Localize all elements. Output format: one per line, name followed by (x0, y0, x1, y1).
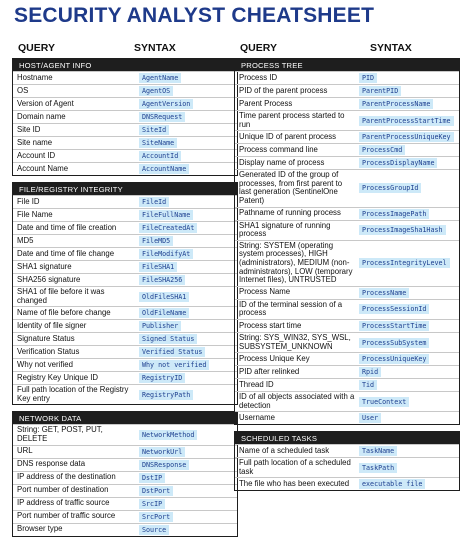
table-row (13, 358, 237, 371)
query-cell: Parent Process (239, 98, 293, 108)
syntax-cell (139, 485, 173, 497)
section-title: SCHEDULED TASKS (235, 432, 459, 444)
query-header: QUERY (18, 42, 55, 54)
syntax-keyword: ProcessGroupId (359, 183, 421, 193)
query-cell: Thread ID (239, 379, 274, 389)
table-row (13, 260, 237, 273)
syntax-keyword: FileModifyAt (139, 249, 193, 259)
syntax-keyword: AccountId (139, 151, 181, 161)
syntax-cell (359, 412, 381, 424)
query-cell: Version of Agent (17, 98, 74, 108)
table-row (13, 306, 237, 319)
query-cell: Generated ID of the group of processes, from first parent to last generation (SentinelOne Patent) (239, 170, 343, 205)
syntax-keyword: SrcPort (139, 512, 173, 522)
table-row (235, 110, 459, 130)
syntax-cell (359, 337, 429, 349)
syntax-cell (139, 446, 185, 458)
syntax-cell (139, 248, 193, 260)
table-row (13, 110, 237, 123)
section-title: PROCESS TREE (235, 59, 459, 71)
syntax-keyword: ProcessImageSha1Hash (359, 225, 446, 235)
syntax-keyword: FileSHA1 (139, 262, 177, 272)
table-row (235, 156, 459, 169)
syntax-header: SYNTAX (370, 42, 412, 54)
query-cell: Username (239, 412, 275, 422)
query-cell: Pathname of running process (239, 208, 341, 218)
table-row (235, 169, 459, 206)
table-row (235, 457, 459, 477)
syntax-cell (139, 472, 165, 484)
syntax-keyword: Source (139, 525, 169, 535)
syntax-cell (139, 372, 185, 384)
syntax-keyword: TaskName (359, 446, 397, 456)
table-row (235, 207, 459, 220)
syntax-cell (139, 196, 169, 208)
query-cell: Process Name (239, 287, 291, 297)
syntax-cell (139, 346, 205, 358)
table-row (13, 471, 237, 484)
syntax-cell (139, 333, 197, 345)
table-row (13, 424, 237, 444)
syntax-cell (139, 111, 185, 123)
query-cell: Account Name (17, 163, 69, 173)
query-cell: Process command line (239, 144, 318, 154)
query-cell: Port number of destination (17, 485, 109, 495)
query-cell: Display name of process (239, 157, 325, 167)
syntax-cell (359, 320, 429, 332)
query-cell: IP address of traffic source (17, 498, 110, 508)
query-cell: ID of the terminal session of a process (239, 299, 343, 318)
query-cell: SHA1 signature (17, 261, 72, 271)
query-cell: Name of a scheduled task (239, 445, 330, 455)
syntax-keyword: ProcessCmd (359, 145, 405, 155)
page-title: SECURITY ANALYST CHEATSHEET (14, 4, 375, 27)
syntax-keyword: FileMD5 (139, 236, 173, 246)
syntax-cell (139, 274, 185, 286)
column-header (12, 40, 238, 56)
syntax-cell (359, 445, 397, 457)
query-cell: Date and time of file creation (17, 222, 117, 232)
section-host-agent-info (12, 58, 238, 176)
syntax-keyword: ProcessIntegrityLevel (359, 258, 450, 268)
syntax-keyword: Verified Status (139, 347, 205, 357)
syntax-cell (139, 524, 169, 536)
query-cell: Process ID (239, 72, 278, 82)
query-cell: Process start time (239, 320, 302, 330)
syntax-keyword: DNSResponse (139, 460, 189, 470)
table-row (13, 84, 237, 97)
query-cell: Site name (17, 137, 53, 147)
table-row (13, 345, 237, 358)
table-row (235, 97, 459, 110)
syntax-cell (359, 157, 437, 169)
syntax-keyword: DstIP (139, 473, 165, 483)
table-row (13, 123, 237, 136)
column-header (234, 40, 460, 56)
query-cell: File ID (17, 196, 40, 206)
syntax-cell (139, 511, 173, 523)
query-cell: PID after relinked (239, 366, 300, 376)
syntax-keyword: Rpid (359, 367, 381, 377)
syntax-cell (359, 478, 425, 490)
table-row (13, 149, 237, 162)
query-cell: Full path location of the Registry Key entry (17, 385, 129, 403)
table-row (13, 510, 237, 523)
syntax-cell (139, 320, 181, 332)
query-cell: DNS response data (17, 459, 86, 469)
query-cell: The file who has been executed (239, 479, 350, 489)
query-cell: Name of file before change (17, 307, 111, 317)
syntax-keyword: ProcessDisplayName (359, 158, 437, 168)
syntax-keyword: SrcIP (139, 499, 165, 509)
query-cell: SHA1 signature of running process (239, 220, 331, 239)
left-column (12, 40, 238, 543)
query-cell: Port number of traffic source (17, 511, 116, 521)
query-cell: String: SYSTEM (operating system processes), HIGH (administrators), MEDIUM (non-administrators), LOW (temporary Internet files), UNTRUSTED (239, 240, 353, 285)
table-row (13, 97, 237, 110)
table-row (13, 523, 237, 536)
syntax-keyword: Tid (359, 380, 377, 390)
syntax-cell (139, 222, 197, 234)
query-cell: Time parent process started to run (239, 111, 345, 129)
syntax-keyword: AgentName (139, 73, 181, 83)
syntax-keyword: FileFullName (139, 210, 193, 220)
section-network-data (12, 411, 238, 536)
syntax-cell (139, 209, 193, 221)
right-column (234, 40, 460, 497)
table-row (235, 319, 459, 332)
table-row (13, 384, 237, 404)
section-title: FILE/REGISTRY INTEGRITY (13, 183, 237, 195)
syntax-keyword: NetworkUrl (139, 447, 185, 457)
table-row (13, 162, 237, 175)
syntax-keyword: OldFileName (139, 308, 189, 318)
table-row (235, 286, 459, 299)
table-row (235, 444, 459, 457)
query-cell: Full path location of a scheduled task (239, 458, 351, 476)
table-row (235, 365, 459, 378)
table-row (13, 136, 237, 149)
query-cell: String: GET, POST, PUT, DELETE (17, 425, 103, 443)
query-cell: Unique ID of parent process (239, 131, 337, 141)
query-cell: PID of the parent process (239, 85, 328, 95)
syntax-cell (139, 429, 197, 441)
syntax-keyword: AgentVersion (139, 99, 193, 109)
syntax-keyword: executable file (359, 479, 425, 489)
syntax-cell (139, 124, 169, 136)
table-row (13, 247, 237, 260)
query-cell: Registry Key Unique ID (17, 372, 99, 382)
syntax-keyword: ParentProcessUniqueKey (359, 132, 454, 142)
syntax-keyword: Publisher (139, 321, 181, 331)
syntax-keyword: OldFileSHA1 (139, 292, 189, 302)
syntax-keyword: DNSRequest (139, 112, 185, 122)
query-header: QUERY (240, 42, 277, 54)
syntax-cell (139, 261, 177, 273)
query-cell: Date and time of file change (17, 248, 115, 258)
syntax-cell (139, 163, 189, 175)
table-row (235, 240, 459, 286)
syntax-keyword: ParentProcessStartTime (359, 116, 454, 126)
table-row (13, 208, 237, 221)
table-row (13, 319, 237, 332)
syntax-cell (359, 182, 421, 194)
table-row (13, 332, 237, 345)
table-row (235, 411, 459, 424)
syntax-keyword: Signed Status (139, 334, 197, 344)
table-row (235, 299, 459, 319)
syntax-cell (359, 257, 450, 269)
syntax-keyword: ParentProcessName (359, 99, 433, 109)
syntax-keyword: RegistryPath (139, 390, 193, 400)
syntax-cell (359, 353, 429, 365)
syntax-keyword: SiteName (139, 138, 177, 148)
query-cell: Process Unique Key (239, 353, 310, 363)
syntax-cell (139, 307, 189, 319)
table-row (13, 445, 237, 458)
syntax-cell (359, 85, 401, 97)
table-row (13, 458, 237, 471)
syntax-keyword: SiteId (139, 125, 169, 135)
section-title: HOST/AGENT INFO (13, 59, 237, 71)
table-row (235, 477, 459, 490)
syntax-cell (359, 462, 397, 474)
syntax-keyword: AccountName (139, 164, 189, 174)
query-cell: Hostname (17, 72, 53, 82)
syntax-cell (139, 150, 181, 162)
syntax-keyword: TrueContext (359, 397, 409, 407)
syntax-cell (359, 72, 377, 84)
syntax-cell (359, 224, 446, 236)
syntax-cell (139, 459, 189, 471)
table-row (235, 220, 459, 240)
table-row (235, 130, 459, 143)
query-cell: Domain name (17, 111, 66, 121)
table-row (13, 221, 237, 234)
query-cell: OS (17, 85, 29, 95)
table-row (13, 371, 237, 384)
syntax-keyword: ProcessUniqueKey (359, 354, 429, 364)
query-cell: MD5 (17, 235, 34, 245)
table-row (13, 484, 237, 497)
table-row (235, 378, 459, 391)
query-cell: SHA256 signature (17, 274, 81, 284)
syntax-cell (359, 115, 454, 127)
table-row (13, 71, 237, 84)
section-title: NETWORK DATA (13, 412, 237, 424)
syntax-keyword: User (359, 413, 381, 423)
query-cell: Site ID (17, 124, 41, 134)
section-scheduled-tasks (234, 431, 460, 491)
syntax-cell (139, 137, 177, 149)
syntax-cell (359, 208, 429, 220)
syntax-cell (139, 389, 193, 401)
table-row (13, 195, 237, 208)
syntax-keyword: Why not verified (139, 360, 209, 370)
query-cell: SHA1 of file before it was changed (17, 287, 105, 305)
syntax-keyword: FileId (139, 197, 169, 207)
table-row (235, 143, 459, 156)
query-cell: Browser type (17, 524, 63, 534)
syntax-cell (139, 359, 209, 371)
syntax-keyword: FileSHA256 (139, 275, 185, 285)
syntax-keyword: FileCreatedAt (139, 223, 197, 233)
query-cell: Verification Status (17, 346, 80, 356)
syntax-cell (139, 291, 189, 303)
syntax-cell (139, 85, 173, 97)
syntax-cell (359, 131, 454, 143)
syntax-cell (359, 396, 409, 408)
table-row (235, 352, 459, 365)
query-cell: String: SYS_WIN32, SYS_WSL, SUBSYSTEM_UNKNOWN (239, 332, 351, 351)
table-row (235, 84, 459, 97)
syntax-cell (139, 72, 181, 84)
query-cell: Account ID (17, 150, 56, 160)
query-cell: IP address of the destination (17, 472, 116, 482)
query-cell: Why not verified (17, 359, 73, 369)
syntax-keyword: ProcessStartTime (359, 321, 429, 331)
table-row (13, 497, 237, 510)
section-process-tree (234, 58, 460, 425)
query-cell: ID of all objects associated with a detection (239, 392, 355, 410)
query-cell: File Name (17, 209, 53, 219)
syntax-keyword: DstPort (139, 486, 173, 496)
syntax-cell (359, 287, 409, 299)
left-sections (12, 58, 238, 537)
table-row (13, 234, 237, 247)
syntax-keyword: ProcessSubSystem (359, 338, 429, 348)
table-row (235, 391, 459, 411)
syntax-cell (359, 98, 433, 110)
table-row (13, 286, 237, 306)
section-file-registry-integrity (12, 182, 238, 405)
syntax-keyword: ProcessSessionId (359, 304, 429, 314)
syntax-keyword: ParentPID (359, 86, 401, 96)
syntax-keyword: ProcessName (359, 288, 409, 298)
table-row (235, 332, 459, 352)
query-cell: Identity of file signer (17, 320, 87, 330)
query-cell: URL (17, 446, 33, 456)
syntax-keyword: AgentOS (139, 86, 173, 96)
syntax-cell (359, 366, 381, 378)
syntax-cell (359, 379, 377, 391)
syntax-cell (139, 498, 165, 510)
syntax-keyword: NetworkMethod (139, 430, 197, 440)
right-sections (234, 58, 460, 491)
syntax-keyword: ProcessImagePath (359, 209, 429, 219)
query-cell: Signature Status (17, 333, 75, 343)
syntax-cell (359, 303, 429, 315)
syntax-keyword: PID (359, 73, 377, 83)
syntax-cell (139, 235, 173, 247)
syntax-header: SYNTAX (134, 42, 176, 54)
syntax-cell (139, 98, 193, 110)
syntax-keyword: TaskPath (359, 463, 397, 473)
table-row (13, 273, 237, 286)
syntax-cell (359, 144, 405, 156)
syntax-keyword: RegistryID (139, 373, 185, 383)
table-row (235, 71, 459, 84)
